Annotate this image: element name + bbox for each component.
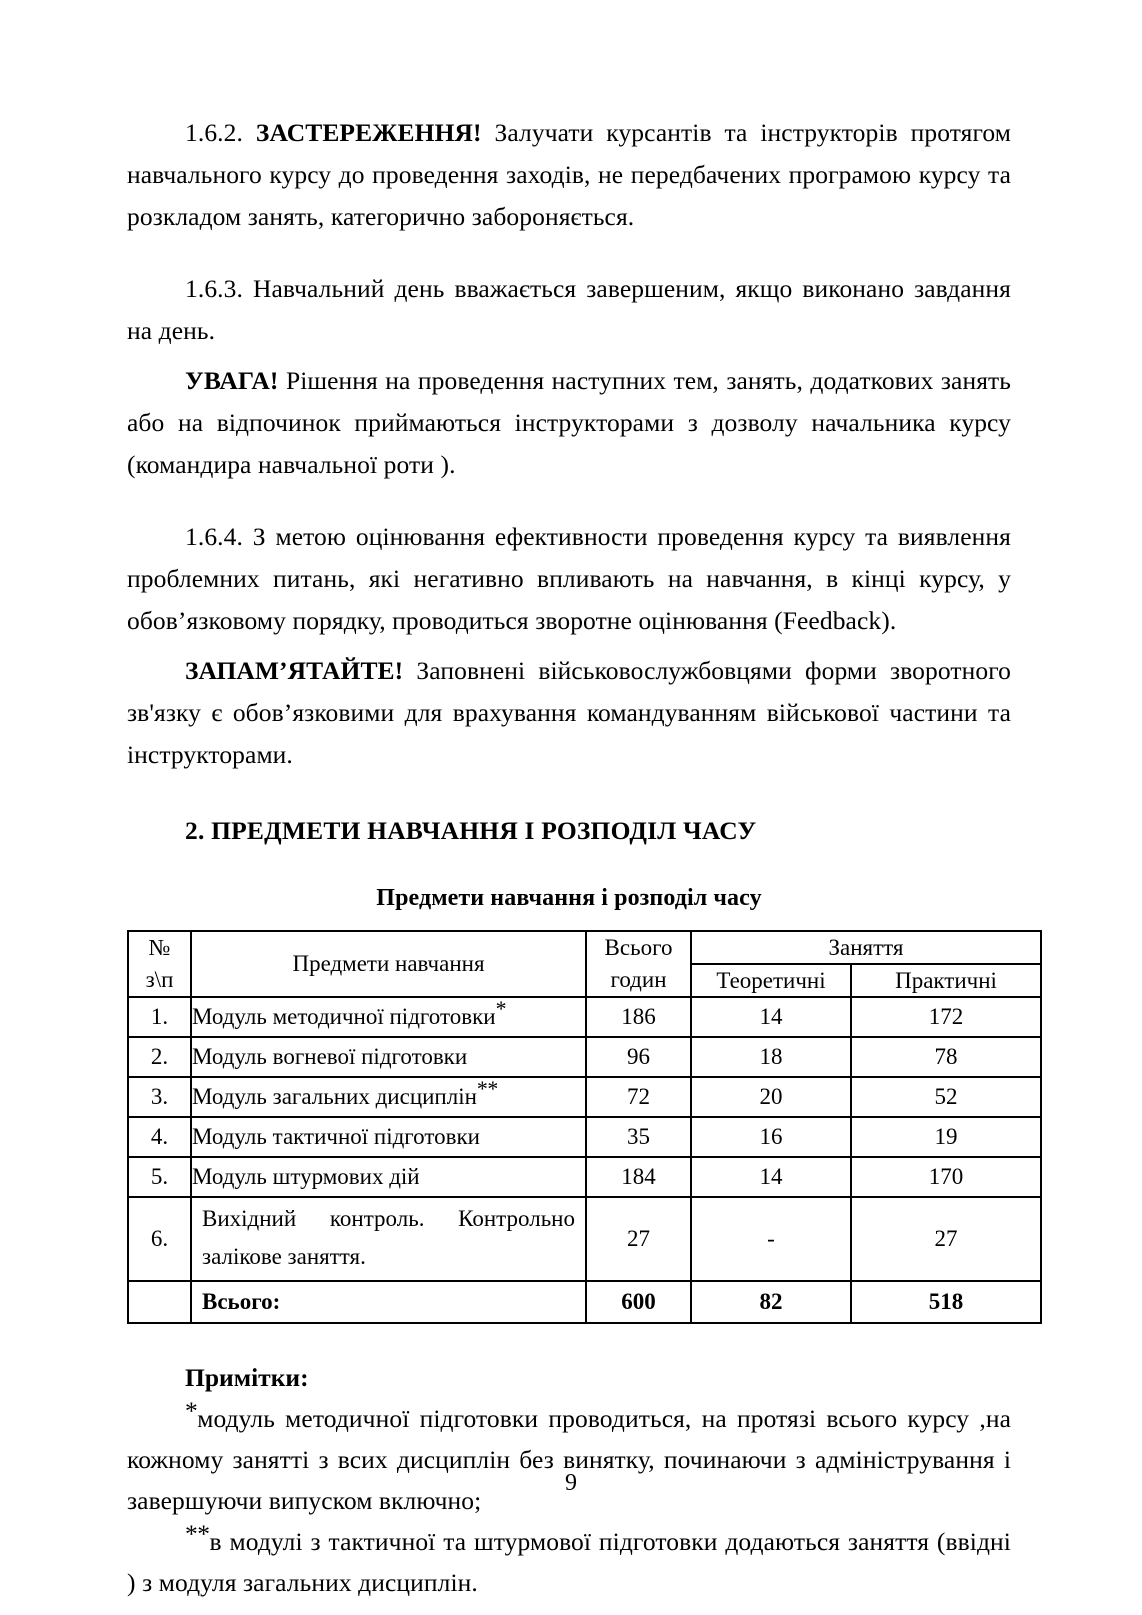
cell-subject — [191, 1157, 586, 1197]
header-total-hours — [586, 931, 691, 997]
header-lessons-group: Заняття — [691, 931, 1041, 964]
cell-total-label: Всього: — [191, 1281, 586, 1323]
cell-practice: 172 — [851, 997, 1041, 1037]
cell-number: 5. — [128, 1157, 191, 1197]
table-body — [128, 997, 1041, 1323]
note-text: модуль методичної підготовки проводиться, на протязі всього курсу ,на кожному занятті з всих дисциплін без винятку, починаючи з адміністрування і завершуючи випуском включно; — [127, 1404, 1011, 1515]
cell-theory: - — [691, 1197, 851, 1281]
cell-number: 2. — [128, 1037, 191, 1077]
footnote-marker: * — [495, 997, 506, 1022]
paragraph-body: З метою оцінювання ефективности проведення курсу та виявлення проблемних питань, які негативно впливають на навчання, в кінці курсу, у обов’язковому порядку, проводиться зворотне оцінювання (Feedback). — [127, 522, 1011, 635]
cell-total-hours-sum: 600 — [586, 1281, 691, 1323]
footnote-marker: ** — [185, 1518, 210, 1548]
table-row — [128, 1037, 1041, 1077]
table-total-row — [128, 1281, 1041, 1323]
cell-total-hours: 186 — [586, 997, 691, 1037]
table-row — [128, 1157, 1041, 1197]
cell-number: 1. — [128, 997, 191, 1037]
cell-theory: 16 — [691, 1117, 851, 1157]
header-number-line2: з\п — [145, 967, 174, 992]
cell-total-hours: 27 — [586, 1197, 691, 1281]
paragraph-zapamyatayte — [127, 650, 1011, 776]
note-text: в модулі з тактичної та штурмової підготовки додаються заняття (ввідні ) з модуля загальних дисциплін. — [127, 1527, 1011, 1597]
cell-subject — [191, 1117, 586, 1157]
cell-total-hours: 96 — [586, 1037, 691, 1077]
table-row — [128, 997, 1041, 1037]
cell-number — [128, 1281, 191, 1323]
footnote-marker: * — [185, 1395, 198, 1425]
section-heading: 2. ПРЕДМЕТИ НАВЧАННЯ І РОЗПОДІЛ ЧАСУ — [185, 816, 757, 845]
paragraph-number: 1.6.2. — [185, 118, 243, 147]
paragraph-lead-uvaga: УВАГА! — [185, 366, 279, 395]
cell-theory: 14 — [691, 1157, 851, 1197]
page-content — [127, 112, 1011, 1603]
cell-theory-sum: 82 — [691, 1281, 851, 1323]
table-header-row-1 — [128, 931, 1041, 964]
cell-subject-text: Модуль штурмових дій — [192, 1164, 420, 1189]
paragraph-uvaga — [127, 360, 1011, 486]
cell-practice: 52 — [851, 1077, 1041, 1117]
cell-subject — [191, 997, 586, 1037]
paragraph-number: 1.6.4. — [185, 522, 243, 551]
cell-number: 3. — [128, 1077, 191, 1117]
note-item-2 — [127, 1518, 1011, 1603]
cell-subject — [191, 1037, 586, 1077]
paragraph-body: Рішення на проведення наступних тем, занять, додаткових занять або на відпочинок приймаються інструкторами з дозволу начальника курсу (командира навчальної роти ). — [127, 366, 1011, 479]
paragraph-lead-zapamyatayte: ЗАПАМ’ЯТАЙТЕ! — [185, 656, 404, 685]
paragraph-number: 1.6.3. — [185, 274, 243, 303]
header-total-line2: годин — [610, 967, 667, 992]
header-number — [128, 931, 191, 997]
table-row — [128, 1117, 1041, 1157]
cell-theory: 14 — [691, 997, 851, 1037]
cell-practice: 170 — [851, 1157, 1041, 1197]
cell-practice: 19 — [851, 1117, 1041, 1157]
paragraph-1-6-4 — [127, 516, 1011, 642]
cell-number: 4. — [128, 1117, 191, 1157]
cell-theory: 20 — [691, 1077, 851, 1117]
cell-subject-text: Модуль тактичної підготовки — [192, 1124, 480, 1149]
header-total-line1: Всього — [604, 935, 673, 960]
cell-total-hours: 72 — [586, 1077, 691, 1117]
cell-theory: 18 — [691, 1037, 851, 1077]
paragraph-body: Заповнені військовослужбовцями форми зворотного зв'язку є обов’язковими для врахування командуванням військової частини та інструкторами. — [127, 656, 1012, 769]
cell-subject-text: Модуль вогневої підготовки — [192, 1044, 468, 1069]
cell-practice: 27 — [851, 1197, 1041, 1281]
table-row — [128, 1197, 1041, 1281]
cell-practice-sum: 518 — [851, 1281, 1041, 1323]
paragraph-lead-zasterezhennya: ЗАСТЕРЕЖЕННЯ! — [255, 118, 482, 147]
table-header — [128, 931, 1041, 997]
paragraph-body: Навчальний день вважається завершеним, якщо виконано завдання на день. — [127, 274, 1011, 345]
cell-subject-text: Модуль методичної підготовки — [192, 1004, 496, 1029]
cell-subject: Вихідний контроль. Контрольно залікове заняття. — [191, 1197, 586, 1281]
table-row — [128, 1077, 1041, 1117]
cell-total-hours: 35 — [586, 1117, 691, 1157]
paragraph-body: Залучати курсантів та інструкторів протягом навчального курсу до проведення заходів, не передбачених програмою курсу та розкладом занять, категорично забороняється. — [127, 118, 1011, 231]
cell-number: 6. — [128, 1197, 191, 1281]
header-subject: Предмети навчання — [191, 931, 586, 997]
paragraph-1-6-3 — [127, 268, 1011, 352]
cell-total-hours: 184 — [586, 1157, 691, 1197]
cell-subject-text: Модуль загальних дисциплін — [192, 1084, 477, 1109]
notes-title: Примітки: — [185, 1363, 309, 1392]
page-number: 9 — [565, 1470, 577, 1496]
footnote-marker: ** — [476, 1077, 498, 1102]
cell-subject — [191, 1077, 586, 1117]
paragraph-1-6-2 — [127, 112, 1011, 238]
table-caption: Предмети навчання і розподіл часу — [376, 885, 762, 911]
cell-practice: 78 — [851, 1037, 1041, 1077]
header-theory: Теоретичні — [691, 964, 851, 997]
note-item-1 — [127, 1395, 1011, 1521]
header-practice: Практичні — [851, 964, 1041, 997]
subjects-hours-table — [127, 930, 1042, 1324]
header-number-line1: № — [148, 935, 171, 960]
